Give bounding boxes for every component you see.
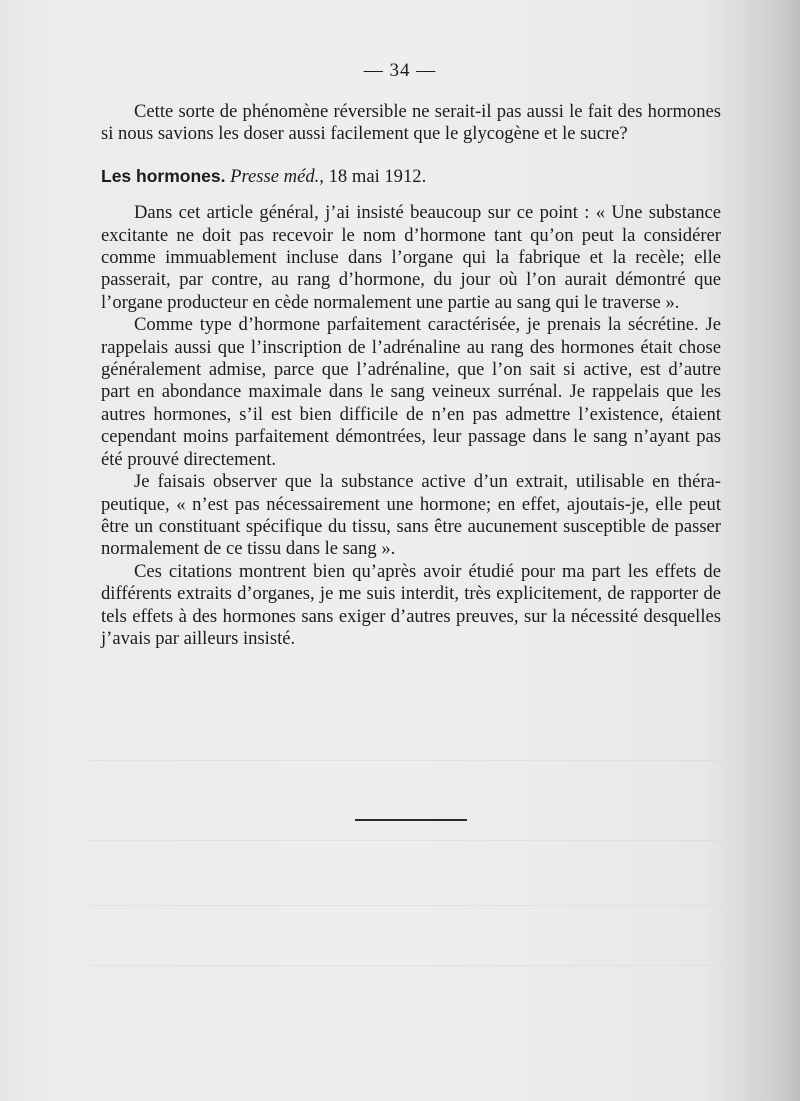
section-title: Les hormones. <box>101 165 226 186</box>
show-through-line <box>90 905 730 906</box>
section-date: 18 mai 1912. <box>328 165 427 187</box>
body-text <box>101 101 721 650</box>
show-through-line <box>90 965 730 966</box>
paragraph-continued: Cette sorte de phénomène réversible ne serait-il pas aussi le fait des hormones si nous savions les doser aussi facilement que le glycogène et le sucre? <box>101 101 721 145</box>
paragraph: Ces citations montrent bien qu’après avoir étudié pour ma part les effets de différents extraits d’organes, je me suis interdit, très explicitement, de rapporter de tels effets à des hormones sans exiger d’autres preuves, sur la nécessité desquelles j’avais par ailleurs insisté. <box>101 560 721 649</box>
paragraph: Je faisais observer que la substance active d’un extrait, utilisable en thérapeutique, « n’est pas nécessairement une hormone; en effet, ajoutais-je, elle peut être un constituant spécifique du tissu, sans être aucunement susceptible de passer normalement de ce tissu dans le sang ». <box>101 471 721 560</box>
end-rule <box>355 819 467 821</box>
show-through-line <box>90 760 730 761</box>
show-through-line <box>90 840 730 841</box>
page-number: — 34 — <box>363 60 437 81</box>
section-journal: Presse méd., <box>230 165 324 187</box>
paragraph: Comme type d’hormone parfaitement caractérisée, je prenais la sécrétine. Je rappelais aussi que l’inscription de l’adrénaline au rang des hormones était chose généralement admise, parce que l’adrénaline, que l’on sait si active, est d’autre part en abondance maximale dans le sang veineux surrénal. Je rappelais que les autres hormones, s’il est bien difficile de n’en pas admettre l’existence, étaient cependant moins parfaitement démontrées, leur passage dans le sang n’ayant pas été prouvé directement. <box>101 314 721 470</box>
paragraph: Dans cet article général, j’ai insisté beaucoup sur ce point : « Une substance excitante ne doit pas recevoir le nom d’hormone tant qu’on peut la considérer comme immuablement incluse dans l’organe qui la fabrique et la recèle; elle passerait, par contre, au rang d’hormone, du jour où l’on aurait démontré que l’organe producteur en cède normalement une partie au sang qui le traverse ». <box>101 202 721 313</box>
section-heading <box>101 165 721 188</box>
